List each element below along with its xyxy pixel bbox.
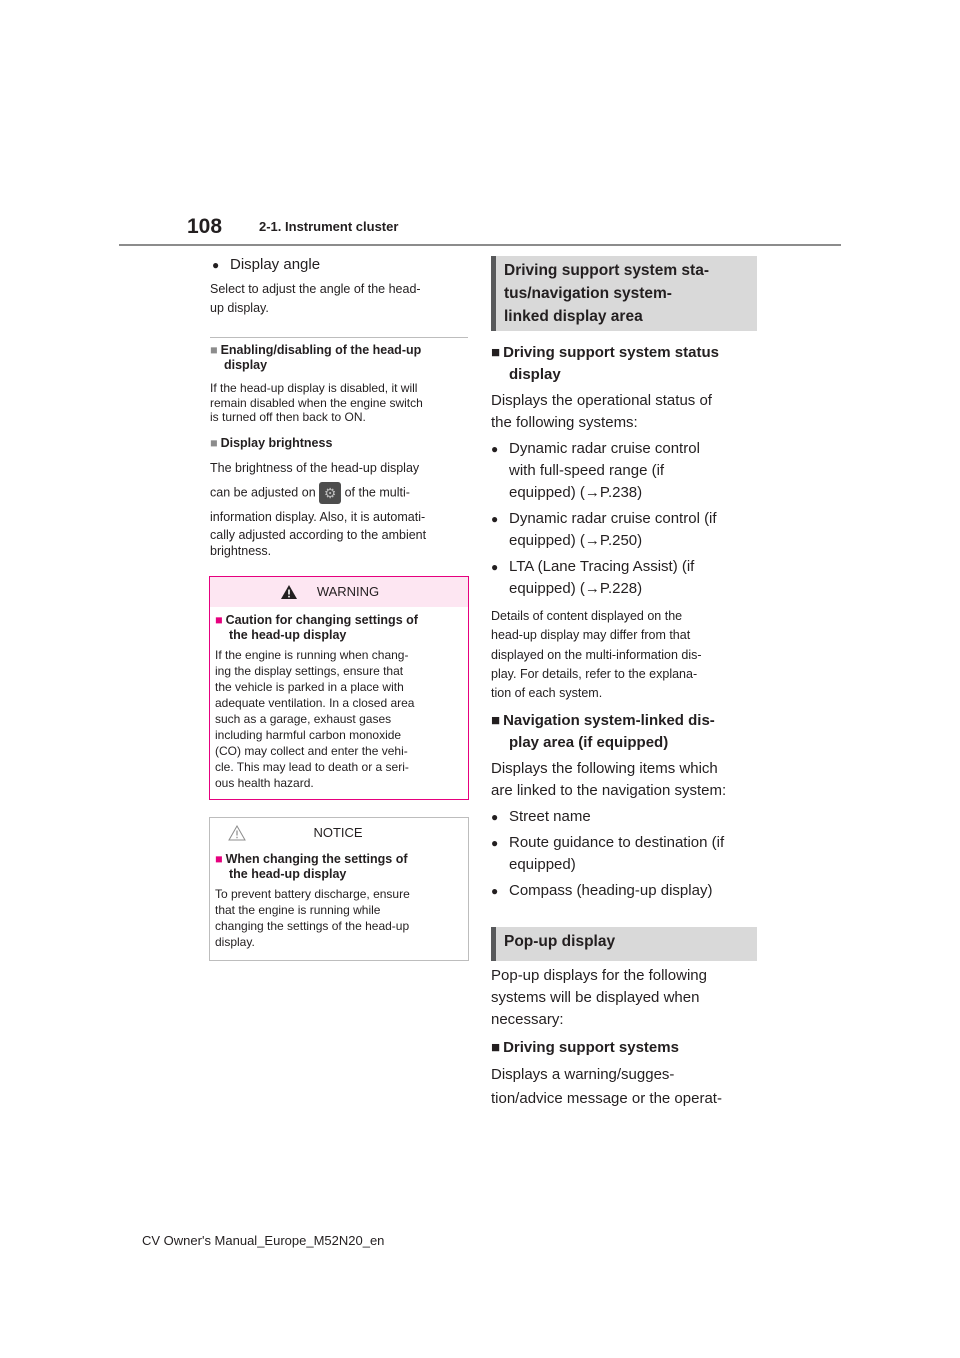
display-angle-text: Select to adjust the angle of the head- up display. <box>210 282 421 315</box>
warning-box <box>209 576 469 800</box>
warning-header: WARNING <box>210 577 468 607</box>
notice-box <box>209 817 469 961</box>
enable-text: If the head-up display is disabled, it will remain disabled when the engine switch is turned off then back to ON. <box>210 381 423 424</box>
warning-triangle-icon <box>280 584 298 600</box>
section-title: 2-1. Instrument cluster <box>259 219 399 234</box>
list-item: ● Route guidance to destination (if equipped) <box>491 832 749 876</box>
dss-heading: ■ Driving support system status display <box>491 344 719 383</box>
ds-text: Displays a warning/sugges- tion/advice message or the operat- <box>491 1066 722 1107</box>
list-item: ● Dynamic radar cruise control (if equipped) (→P.250) <box>491 508 749 552</box>
nav-bullets <box>491 806 749 902</box>
nav-text: Displays the following items which are linked to the navigation system: <box>491 760 727 799</box>
brightness-text: The brightness of the head-up display can be adjusted on ⚙ of the multi- information display. Also, it is automati- cally adjusted according to the ambient brightness. <box>210 461 427 558</box>
page-number: 108 <box>187 215 223 238</box>
gear-icon: ⚙ <box>319 482 341 504</box>
popup-text: Pop-up displays for the following systems will be displayed when necessary: <box>491 967 707 1028</box>
brightness-heading: ■ Display brightness <box>210 436 333 450</box>
notice-header: NOTICE <box>210 818 468 848</box>
details-note: Details of content displayed on the head-up display may differ from that displayed on the multi-information dis- play. For details, refer to the explana- tion of each system. <box>491 609 702 701</box>
list-item: ● Dynamic radar cruise control with full-speed range (if equipped) (→P.238) <box>491 438 749 504</box>
divider <box>210 337 468 338</box>
bullet-display-angle: ● Display angle <box>212 254 960 276</box>
dss-bullets <box>491 438 749 600</box>
ds-heading: ■ Driving support systems <box>491 1039 679 1056</box>
list-item: ● Street name <box>491 806 749 828</box>
dss-text: Displays the operational status of the following systems: <box>491 392 712 431</box>
enable-heading: ■ Enabling/disabling of the head-up display <box>210 343 422 372</box>
warning-heading: ■ Caution for changing settings of the head-up display <box>215 613 418 642</box>
list-item: ● LTA (Lane Tracing Assist) (if equipped) (→P.228) <box>491 556 749 600</box>
header-rule <box>119 244 841 246</box>
footer: CV Owner's Manual_Europe_M52N20_en <box>142 1233 385 1248</box>
list-item: ● Compass (heading-up display) <box>491 880 749 902</box>
section-bar-driving-support: Driving support system sta- tus/navigation system- linked display area <box>491 256 757 331</box>
warning-text: If the engine is running when chang- ing the display settings, ensure that the vehicle is parked in a place with adequate ventilation. In a closed area such as a garage, exhaust gases including harmful carbon monoxide (CO) may collect and enter the vehi- cle. This may lead to death or a seri- ous health hazard. <box>215 648 415 790</box>
notice-text: To prevent battery discharge, ensure that the engine is running while changing the settings of the head-up display. <box>215 887 410 949</box>
nav-heading: ■ Navigation system-linked dis- play area (if equipped) <box>491 712 715 751</box>
section-bar-popup: Pop-up display <box>491 927 757 961</box>
notice-triangle-icon <box>228 825 246 841</box>
notice-heading: ■ When changing the settings of the head-up display <box>215 852 408 881</box>
